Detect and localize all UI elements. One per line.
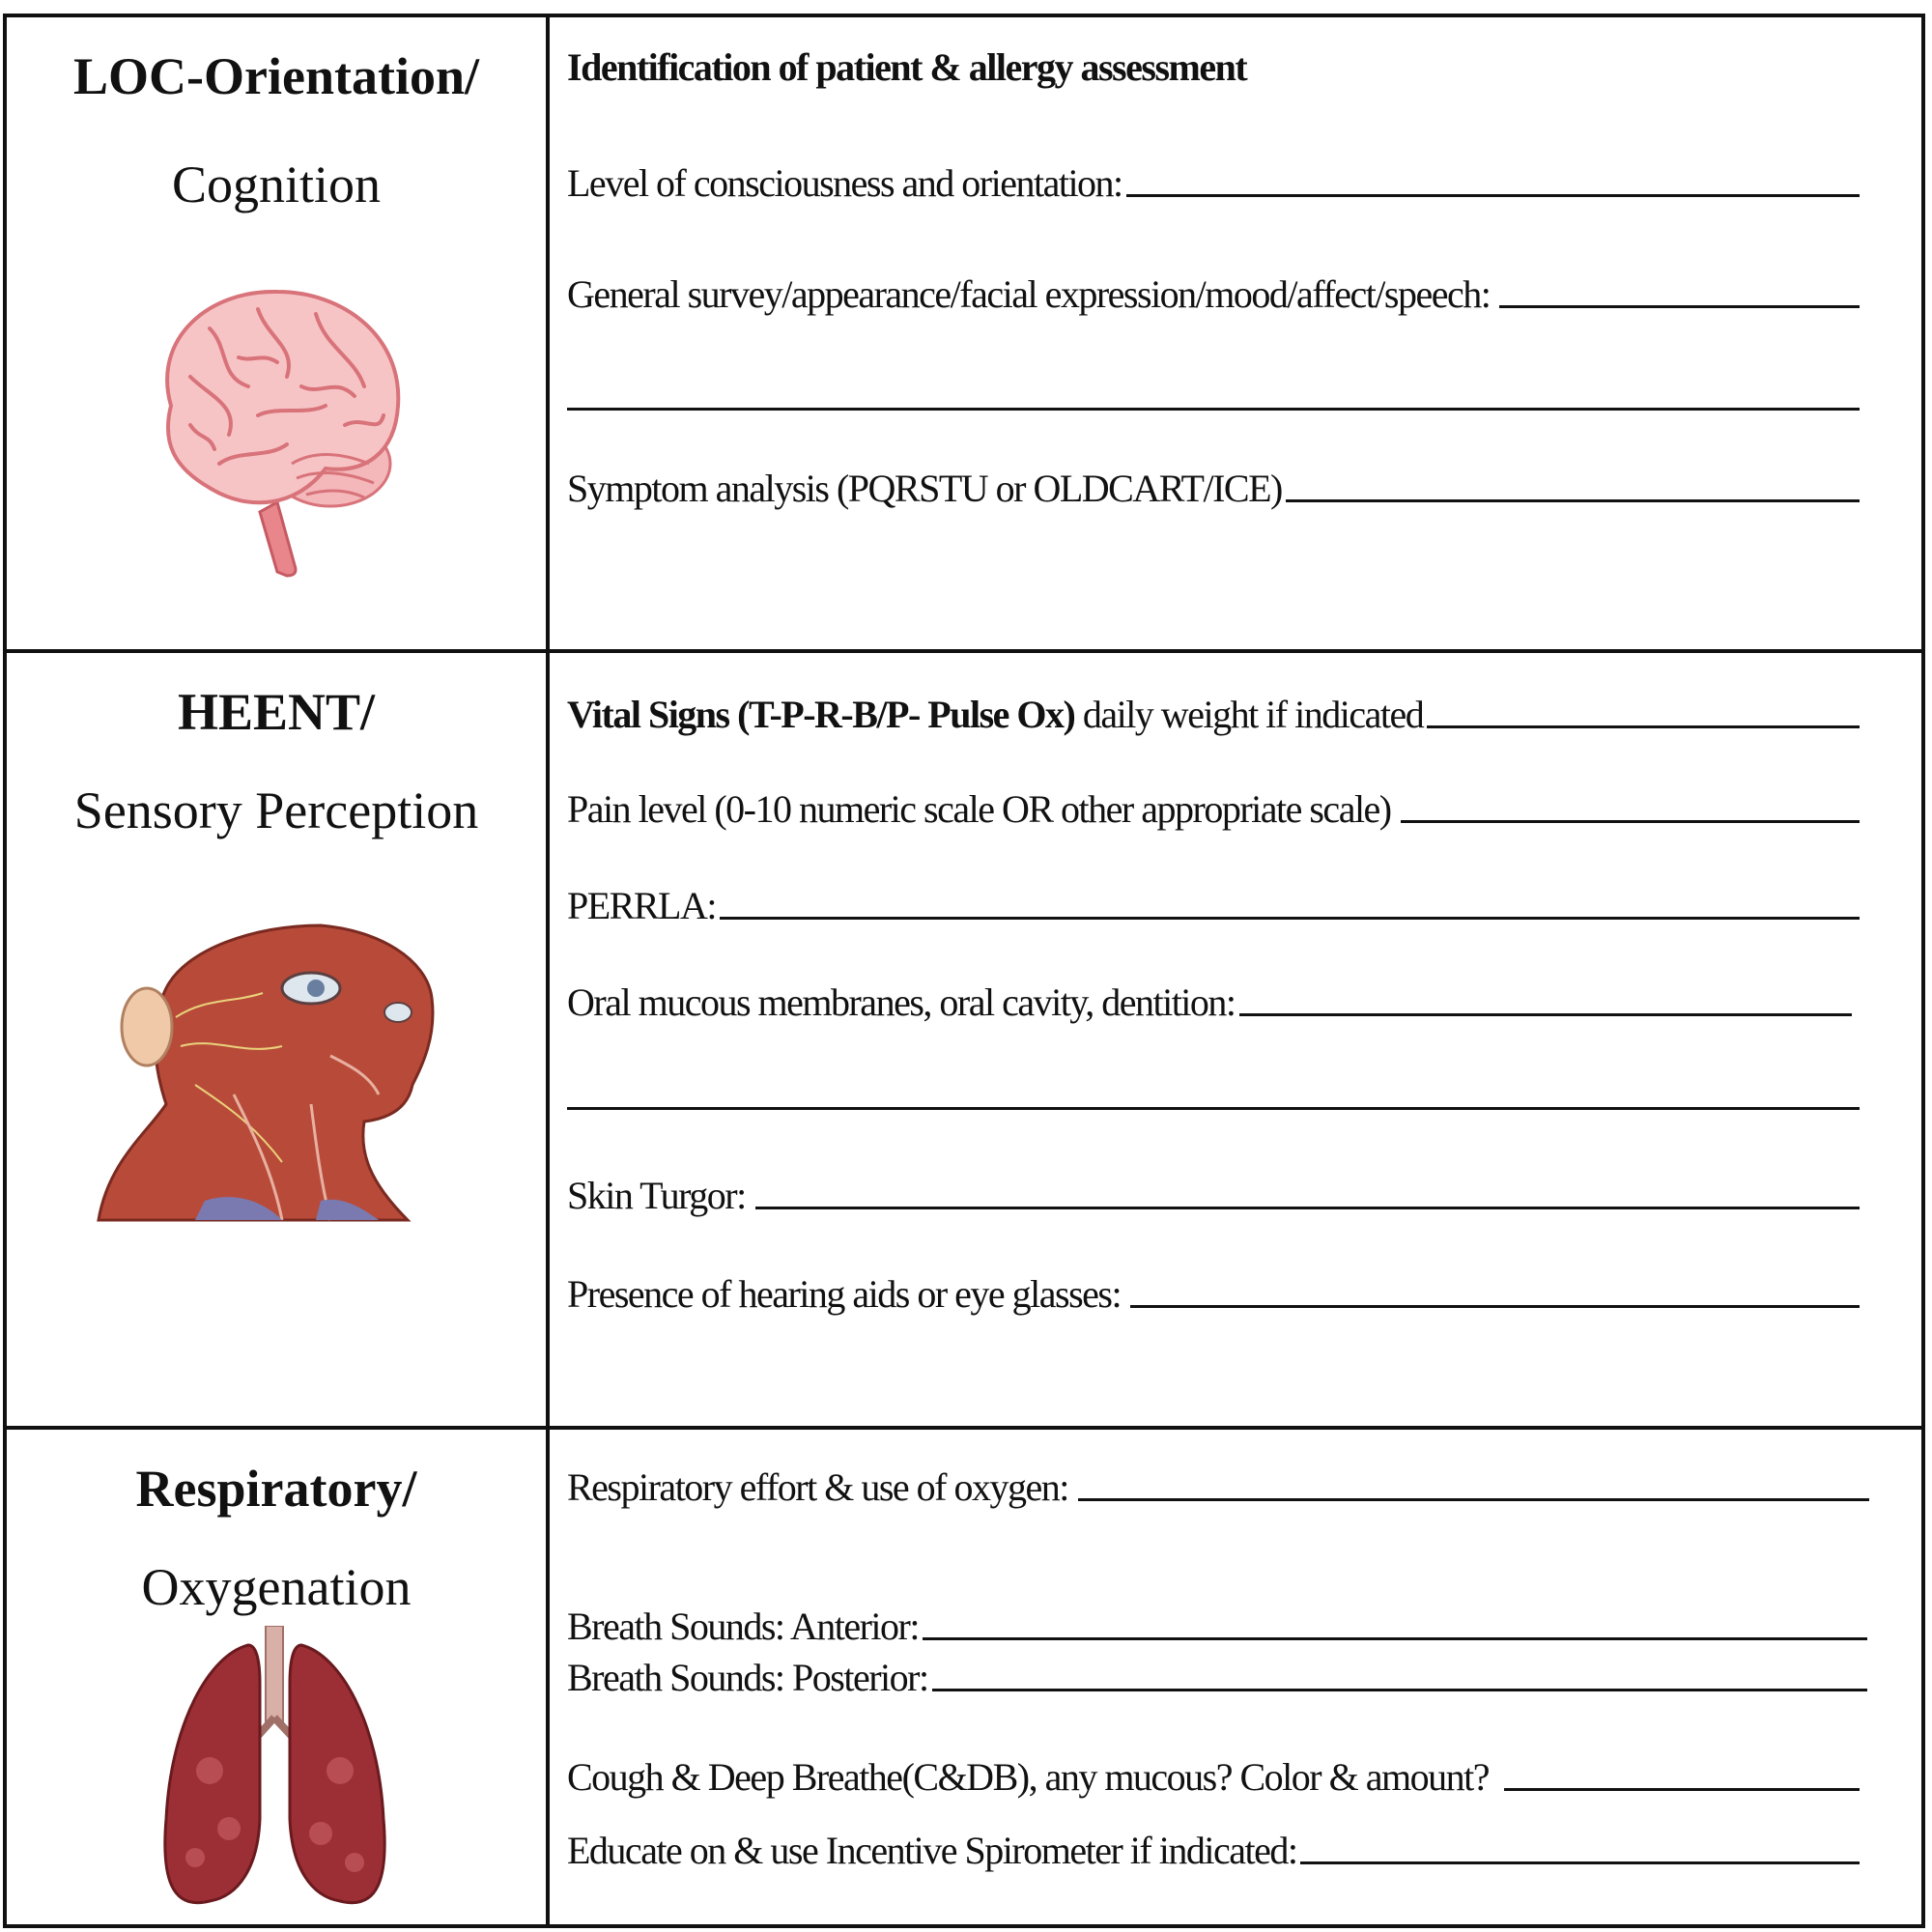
field-label: Presence of hearing aids or eye glasses: [567, 1272, 1122, 1316]
field-label: Oral mucous membranes, oral cavity, dentition: [567, 980, 1236, 1024]
answer-line[interactable] [1286, 499, 1860, 502]
answer-line[interactable] [1300, 1861, 1860, 1864]
lungs-illustration [152, 1626, 403, 1916]
answer-line[interactable] [755, 1207, 1860, 1209]
field-respiratory-effort [567, 1466, 1860, 1509]
field-label: Educate on & use Incentive Spirometer if indicated: [567, 1829, 1297, 1872]
section-title-heent: HEENT/ [177, 683, 376, 741]
brain-illustration [132, 270, 412, 580]
answer-line[interactable] [1078, 1498, 1869, 1501]
field-hearing-aids [567, 1273, 1860, 1316]
answer-line[interactable] [1401, 820, 1860, 823]
field-oral-mucous [567, 981, 1860, 1024]
field-label: Respiratory effort & use of oxygen: [567, 1465, 1068, 1509]
field-identification [567, 46, 1860, 89]
field-label: Level of consciousness and orientation: [567, 161, 1122, 205]
section-subtitle-cognition: Cognition [171, 156, 382, 213]
answer-line[interactable] [1427, 725, 1860, 728]
head-neck-anatomy-illustration [89, 911, 456, 1239]
answer-line[interactable] [1130, 1305, 1860, 1308]
field-label: Breath Sounds: Posterior: [567, 1656, 928, 1699]
section-title-respiratory: Respiratory/ [135, 1460, 417, 1518]
answer-line[interactable] [1504, 1788, 1860, 1791]
field-label: daily weight if indicated [1074, 693, 1424, 736]
section-title-loc: LOC-Orientation/ [73, 47, 479, 105]
field-breath-sounds-anterior [567, 1605, 1860, 1648]
field-label: PERRLA: [567, 884, 716, 927]
field-level-of-consciousness [567, 162, 1860, 205]
answer-line[interactable] [1126, 194, 1860, 197]
field-label: Symptom analysis (PQRSTU or OLDCART/ICE) [567, 467, 1282, 510]
section-divider [7, 649, 1921, 653]
field-skin-turgor [567, 1175, 1860, 1217]
field-breath-sounds-posterior [567, 1657, 1860, 1699]
answer-line[interactable] [1239, 1013, 1852, 1016]
answer-line-continuation[interactable] [567, 1103, 1860, 1110]
field-label-bold: Vital Signs (T-P-R-B/P- Pulse Ox) [567, 693, 1075, 736]
section-subtitle-sensory-perception: Sensory Perception [73, 781, 479, 839]
answer-line[interactable] [923, 1637, 1867, 1640]
section-subtitle-oxygenation: Oxygenation [141, 1558, 412, 1616]
answer-line[interactable] [720, 917, 1860, 920]
assessment-form [3, 14, 1925, 1928]
field-symptom-analysis [567, 468, 1860, 510]
field-label: General survey/appearance/facial expression/mood/affect/speech: [567, 272, 1491, 316]
field-label: Breath Sounds: Anterior: [567, 1605, 919, 1648]
field-label: Pain level (0-10 numeric scale OR other appropriate scale) [567, 787, 1391, 831]
field-general-survey [567, 273, 1860, 316]
field-incentive-spirometer [567, 1830, 1860, 1872]
answer-line-continuation[interactable] [567, 404, 1860, 411]
field-vital-signs [567, 694, 1860, 736]
answer-line[interactable] [1499, 305, 1860, 308]
field-label: Identification of patient & allergy assessment [567, 45, 1247, 89]
field-label: Cough & Deep Breathe(C&DB), any mucous? Color & amount? [567, 1755, 1489, 1799]
field-pain-level [567, 788, 1860, 831]
field-label: Skin Turgor: [567, 1174, 746, 1217]
answer-line[interactable] [932, 1689, 1867, 1691]
column-divider [546, 17, 550, 1924]
field-cough-deep-breathe [567, 1756, 1860, 1799]
field-perrla [567, 885, 1860, 927]
section-divider [7, 1426, 1921, 1430]
